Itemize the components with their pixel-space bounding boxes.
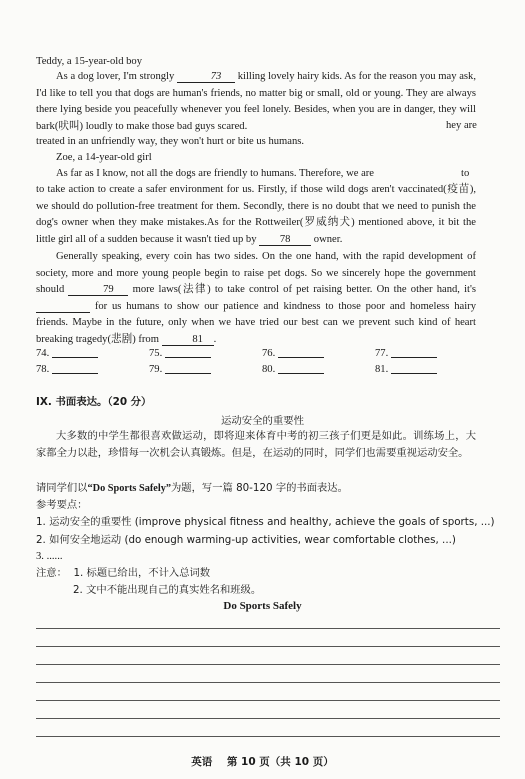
answer-78[interactable]: 78. [36, 362, 98, 377]
essay-title: Do Sports Safely [223, 600, 302, 612]
p3-text-a: Generally speaking, every coin has two sides. On the one hand, with the rapid development of society, more and more young people begin to raise pet dogs. So we sincerely hope the government should [36, 251, 476, 295]
zoe-heading: Zoe, a 14-year-old girl [56, 152, 152, 163]
answer-grid [36, 346, 476, 380]
p1-text-c-start: hey are [446, 120, 477, 131]
p3-text-b: more laws(法律) to take control of pet raising better. On the other hand, it's [128, 284, 477, 295]
teddy-heading: Teddy, a 15-year-old boy [36, 56, 143, 67]
writing-topic: 运动安全的重要性 [220, 415, 305, 427]
writing-line[interactable] [36, 628, 500, 629]
p2-text-b: to take action to create a safer environment for us. Firstly, if those wild dogs aren't vaccinated(疫苗), we should do pollution-free treatment for them. Secondly, there is no doubt that we need to punish the dog's owner when they make mistakes.As for the Rottweiler(罗威纳犬) mentioned above, it bit the little girl all of a sudden because it wasn't tied up by [36, 184, 476, 245]
p2-text-c: owner. [311, 233, 343, 245]
p3-text-c: for us humans to show our patience and kindness to those poor and homeless hairy friends. Maybe in the future, only when we have tried our best can we prevent such kind of heart breaking tragedy(悲剧) from [36, 300, 476, 345]
writing-intro: 大多数的中学生都很喜欢做运动，即将迎来体育中考的初三孩子们更是如此。训练场上，大家都全力以赴，珍惜每一次机会认真锻炼。但是，在运动的同时，同学们也需要重视运动安全。 [36, 430, 476, 459]
writing-line[interactable] [36, 736, 500, 737]
blank-78: 78 [259, 234, 311, 246]
p2-first-line [56, 166, 476, 182]
paragraph-teddy [36, 69, 476, 135]
writing-line[interactable] [36, 718, 500, 719]
answer-79[interactable]: 79. [149, 362, 211, 377]
p1-text-a: As a dog lover, I'm strongly [56, 71, 177, 82]
note-1: 注意： 1. 标题已给出，不计入总词数 [36, 567, 211, 579]
p2-text-a: As far as I know, not all the dogs are friendly to humans. Therefore, we are [56, 168, 374, 179]
page-footer: 英语 第 10 页（共 10 页） [191, 756, 334, 768]
paragraph-3 [36, 249, 476, 348]
writing-line[interactable] [36, 664, 500, 665]
p1-text-c: treated in an unfriendly way, they won't hurt or bite us humans. [36, 136, 305, 147]
answer-80[interactable]: 80. [262, 362, 324, 377]
blank-80 [36, 301, 90, 313]
p2-first-word: to [461, 168, 470, 179]
point-3: 3. ...... [36, 551, 63, 562]
answer-77[interactable]: 77. [375, 346, 437, 361]
p1-text-b: killing lovely hairy kids. As for the reason you may ask, I'd like to tell you that dogs are human's friends, no matter big or small, old or young. They are always there lying beside you peacefully whenever you feel lonely. Besides, when you are in danger, they will bark(吠叫) loudly to make those bad guys scared. [36, 71, 476, 132]
paragraph-zoe [36, 182, 476, 248]
blank-73: 73 [177, 71, 235, 83]
note-2: 2. 文中不能出现自己的真实姓名和班级。 [73, 584, 262, 596]
writing-instruction: 请同学们以“Do Sports Safely”为题，写一篇 80-120 字的书面表达。 [36, 482, 348, 494]
section-title: IX. 书面表达。（20 分） [36, 396, 152, 408]
writing-line[interactable] [36, 700, 500, 701]
answer-81[interactable]: 81. [375, 362, 437, 377]
writing-line[interactable] [36, 682, 500, 683]
answer-75[interactable]: 75. [149, 346, 211, 361]
answer-76[interactable]: 76. [262, 346, 324, 361]
blank-79: 79 [68, 284, 128, 296]
p3-text-d: . [213, 333, 217, 345]
point-2: 2. 如何安全地运动 (do enough warming-up activities, wear comfortable clothes, ...) [36, 534, 456, 546]
writing-line[interactable] [36, 646, 500, 647]
point-1: 1. 运动安全的重要性 (improve physical fitness and healthy, achieve the goals of sports, ...) [36, 516, 495, 528]
answer-74[interactable]: 74. [36, 346, 98, 361]
points-label: 参考要点： [36, 499, 88, 511]
blank-81: 81 [162, 334, 214, 346]
